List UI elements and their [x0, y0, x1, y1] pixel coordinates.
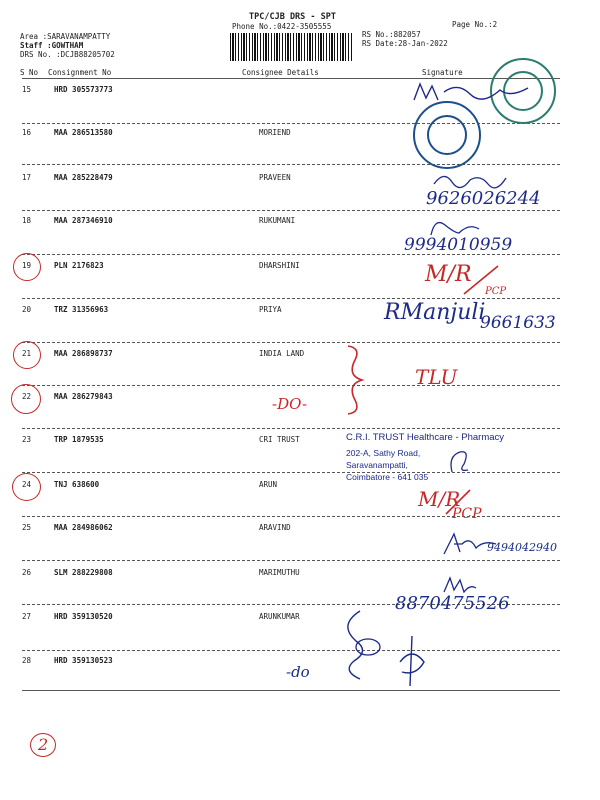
table-row [22, 128, 562, 140]
row-consignment: TNJ 638600 [54, 480, 100, 489]
row-serial: 16 [22, 128, 32, 137]
row-consignment: HRD 305573773 [54, 85, 113, 94]
column-header-sno: S No [20, 68, 39, 77]
row-serial: 27 [22, 612, 32, 621]
handwritten-mr-note: M/R [418, 487, 461, 511]
red-circle-mark [12, 473, 41, 501]
row-serial: 23 [22, 435, 32, 444]
row-serial: 21 [22, 349, 32, 358]
table-row [22, 349, 562, 361]
signature-scribble-28 [392, 632, 432, 690]
red-circle-mark [11, 384, 41, 414]
row-divider [22, 472, 560, 473]
handwritten-pcp-note: PCP [485, 286, 507, 297]
row-consignee: ARAVIND [259, 523, 291, 532]
row-consignee: MORIEND [259, 128, 291, 137]
cri-trust-stamp-title: C.R.I. TRUST Healthcare - Pharmacy [346, 432, 505, 443]
page-mark-number: 2 [38, 735, 49, 754]
row-consignee: MARIMUTHU [259, 568, 300, 577]
row-consignment: SLM 288229808 [54, 568, 113, 577]
row-consignee: PRAVEEN [259, 173, 291, 182]
drs-number: DRS No. :DCJB88205702 [20, 50, 115, 59]
row-divider [22, 210, 560, 211]
handwritten-phone: 9494042940 [487, 541, 557, 554]
handwritten-ditto-note: -DO- [272, 395, 308, 413]
row-serial: 26 [22, 568, 32, 577]
handwritten-signature: RManjuli [384, 300, 486, 325]
page-number: Page No.:2 [452, 20, 498, 29]
row-consignment: MAA 286279843 [54, 392, 113, 401]
row-serial: 20 [22, 305, 32, 314]
row-consignment: MAA 285228479 [54, 173, 113, 182]
row-consignment: TRP 1879535 [54, 435, 104, 444]
signature-scribble-27 [330, 605, 390, 685]
row-serial: 25 [22, 523, 32, 532]
cri-trust-stamp-address-2: Saravanampatti, [346, 460, 408, 470]
row-divider [22, 650, 560, 651]
column-header-consignee: Consignee Details [242, 68, 319, 77]
row-consignee: RUKUMANI [259, 216, 296, 225]
rs-date: RS Date:28-Jan-2022 [362, 39, 448, 48]
row-consignment: HRD 359130523 [54, 656, 113, 665]
cri-trust-stamp-address-1: 202-A, Sathy Road, [346, 448, 421, 458]
barcode [230, 33, 352, 61]
row-serial: 24 [22, 480, 32, 489]
red-circle-mark [13, 341, 41, 369]
row-consignee: DHARSHINI [259, 261, 300, 270]
row-consignment: MAA 286513580 [54, 128, 113, 137]
handwritten-phone: 9626026244 [426, 188, 541, 209]
signature-scribble-23 [444, 446, 474, 476]
row-consignee: ARUN [259, 480, 278, 489]
row-divider [22, 560, 560, 561]
row-serial: 17 [22, 173, 32, 182]
area-label: Area :SARAVANAMPATTY [20, 32, 111, 41]
staff-label: Staff :GOWTHAM [20, 41, 84, 50]
handwritten-phone: 8870475526 [395, 593, 510, 614]
row-consignment: HRD 359130520 [54, 612, 113, 621]
row-serial: 19 [22, 261, 32, 270]
handwritten-ditto-note: -do [286, 663, 310, 681]
row-divider [22, 342, 560, 343]
phone-number: Phone No.:0422-3505555 [232, 22, 332, 31]
row-consignee: PRIYA [259, 305, 282, 314]
row-consignee: INDIA LAND [259, 349, 305, 358]
row-consignment: MAA 287346910 [54, 216, 113, 225]
column-header-signature: Signature [422, 68, 463, 77]
row-serial: 18 [22, 216, 32, 225]
row-divider [22, 385, 560, 386]
row-serial: 28 [22, 656, 32, 665]
row-consignee: ARUNKUMAR [259, 612, 300, 621]
column-header-consignment: Consignment No [48, 68, 112, 77]
row-serial: 22 [22, 392, 32, 401]
row-serial: 15 [22, 85, 32, 94]
row-divider [22, 428, 560, 429]
handwritten-phone: 9994010959 [404, 235, 513, 255]
handwritten-tlu-note: TLU [415, 365, 458, 389]
document-title: TPC/CJB DRS - SPT [249, 12, 336, 22]
company-stamp-inner [427, 115, 467, 155]
signature-scribble-15 [410, 78, 540, 108]
row-divider [22, 298, 560, 299]
table-row [22, 480, 562, 492]
rs-number: RS No.:882057 [362, 30, 421, 39]
red-brace-mark [342, 342, 366, 418]
signature-scribble-17 [430, 168, 510, 190]
red-circle-mark [13, 253, 41, 281]
row-consignment: MAA 284986062 [54, 523, 113, 532]
row-divider [22, 164, 560, 165]
table-row [22, 568, 562, 580]
handwritten-pcp-note: PCP [452, 506, 482, 522]
handwritten-phone: 9661633 [480, 313, 556, 333]
handwritten-mr-note: M/R [425, 262, 472, 287]
row-consignment: MAA 286898737 [54, 349, 113, 358]
row-consignee: CRI TRUST [259, 435, 300, 444]
row-consignment: PLN 2176823 [54, 261, 104, 270]
row-divider [22, 690, 560, 691]
cri-trust-stamp-address-3: Coimbatore - 641 035 [346, 472, 429, 482]
row-consignment: TRZ 31356963 [54, 305, 109, 314]
